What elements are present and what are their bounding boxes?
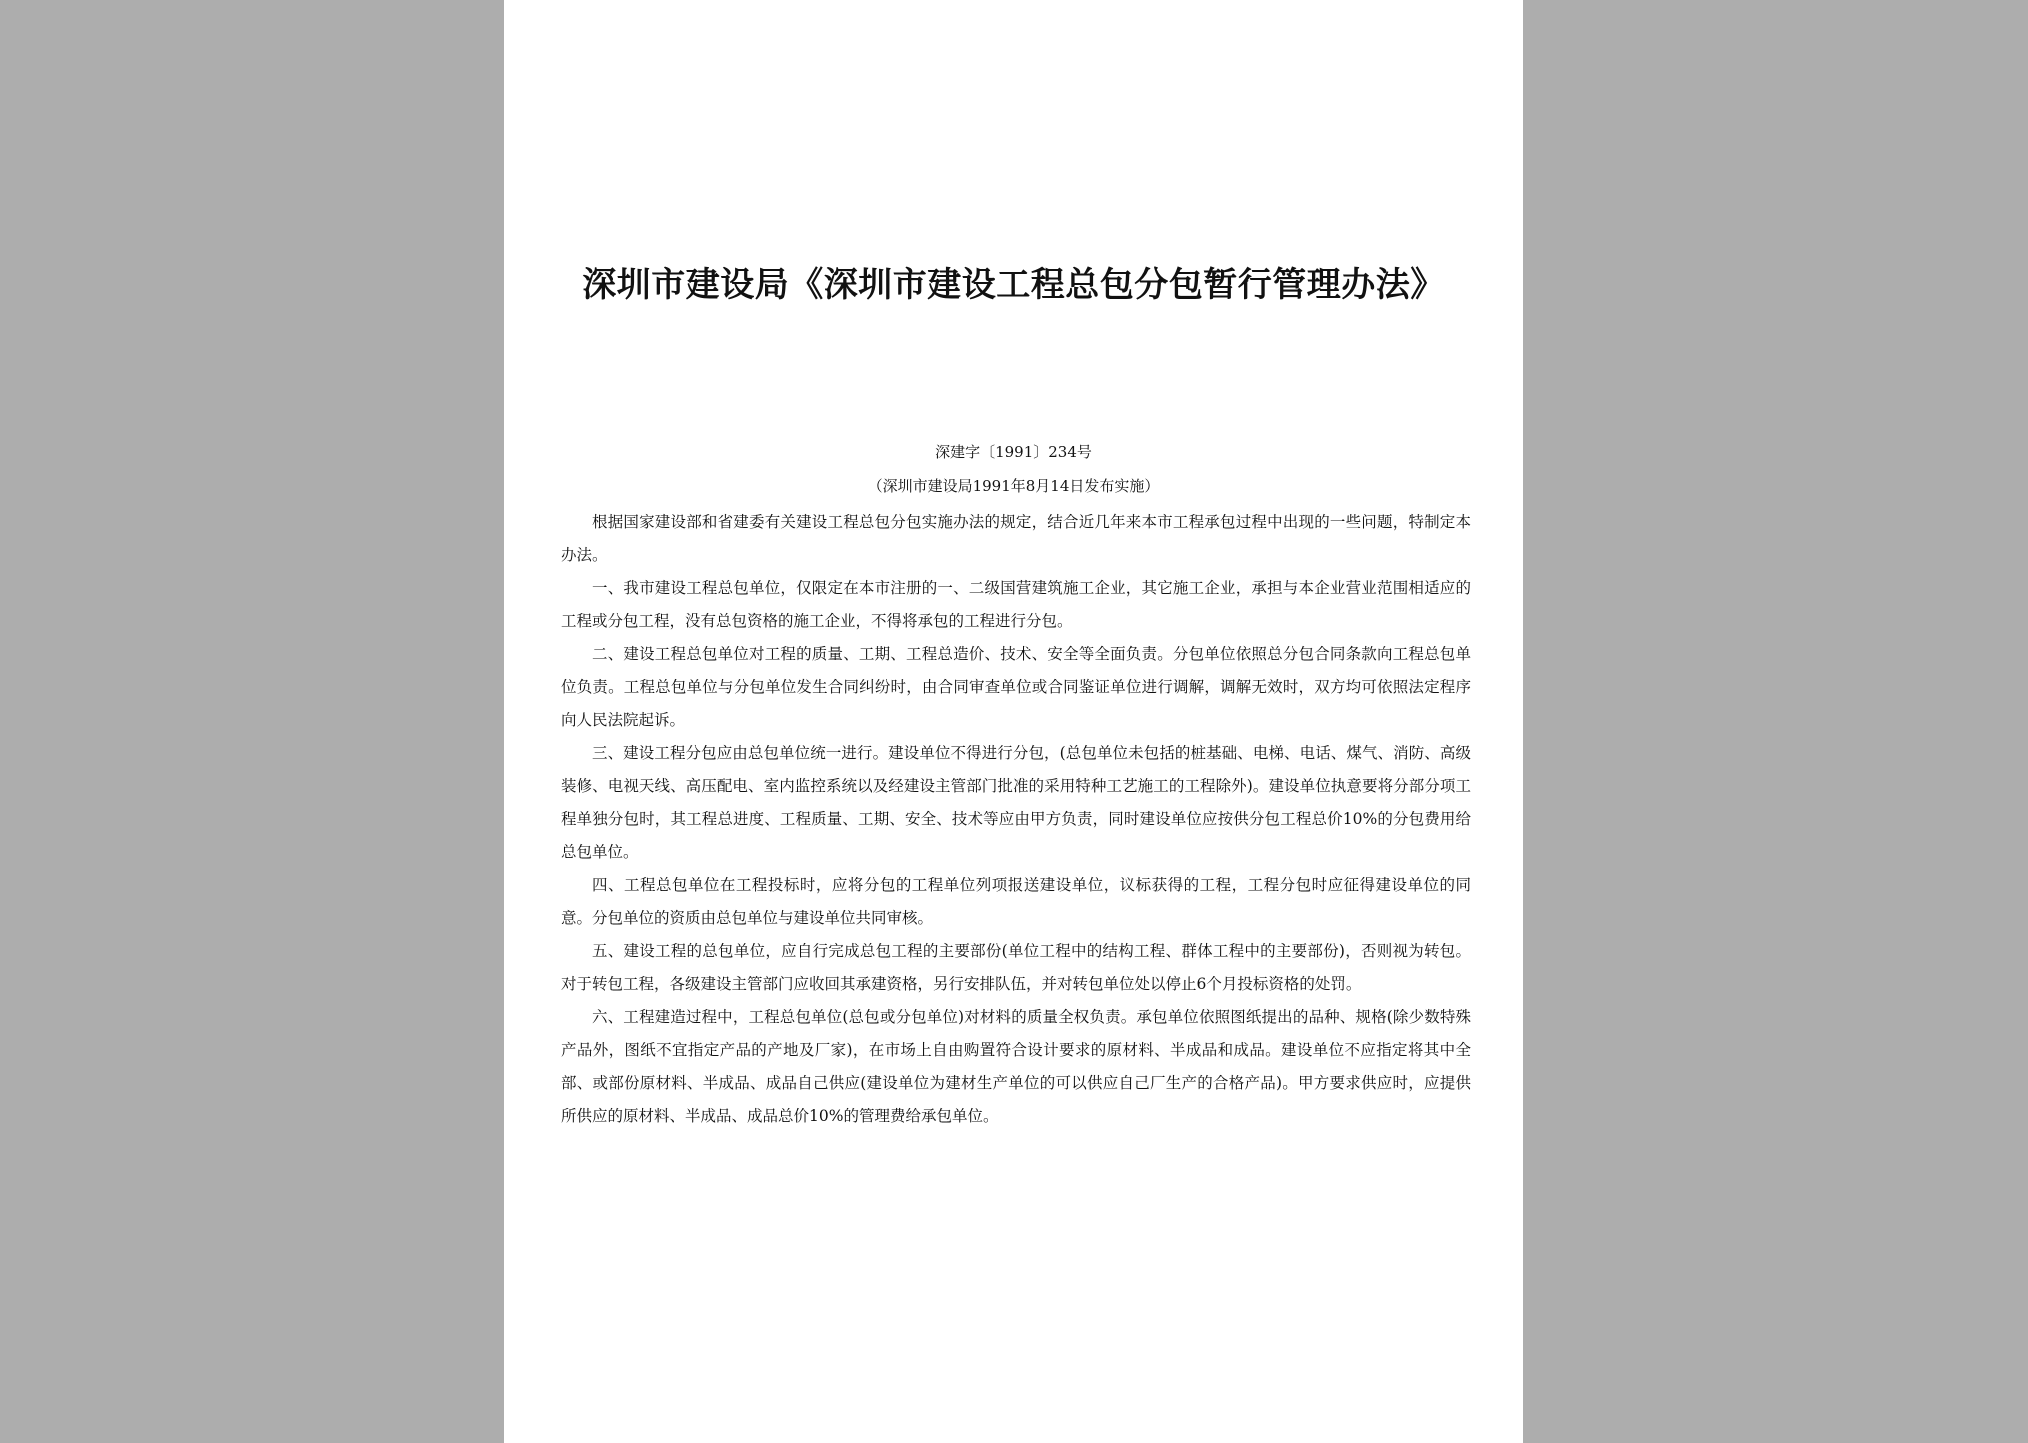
document-title: 深圳市建设局《深圳市建设工程总包分包暂行管理办法》 — [582, 265, 1445, 305]
document-number: 深建字〔1991〕234号 — [935, 443, 1092, 461]
paragraph-article-4: 四、工程总包单位在工程投标时，应将分包的工程单位列项报送建设单位，议标获得的工程，工程分包时应征得建设单位的同意。分包单位的资质由总包单位与建设单位共同审核。 — [561, 876, 1471, 927]
paragraph-preamble: 根据国家建设部和省建委有关建设工程总包分包实施办法的规定，结合近几年来本市工程承包过程中出现的一些问题，特制定本办法。 — [561, 513, 1471, 564]
document-body — [561, 506, 1471, 1133]
paragraph-article-5: 五、建设工程的总包单位，应自行完成总包工程的主要部份(单位工程中的结构工程、群体工程中的主要部份)，否则视为转包。对于转包工程，各级建设主管部门应收回其承建资格，另行安排队伍，并对转包单位处以停止6个月投标资格的处罚。 — [561, 942, 1471, 993]
document-page — [504, 0, 1523, 1443]
paragraph-article-3: 三、建设工程分包应由总包单位统一进行。建设单位不得进行分包，(总包单位未包括的桩基础、电梯、电话、煤气、消防、高级装修、电视天线、高压配电、室内监控系统以及经建设主管部门批准的采用特种工艺施工的工程除外)。建设单位执意要将分部分项工程单独分包时，其工程总进度、工程质量、工期、安全、技术等应由甲方负责，同时建设单位应按供分包工程总价10%的分包费用给总包单位。 — [561, 744, 1471, 861]
paragraph-article-1: 一、我市建设工程总包单位，仅限定在本市注册的一、二级国营建筑施工企业，其它施工企业，承担与本企业营业范围相适应的工程或分包工程，没有总包资格的施工企业，不得将承包的工程进行分包。 — [561, 579, 1471, 630]
paragraph-article-2: 二、建设工程总包单位对工程的质量、工期、工程总造价、技术、安全等全面负责。分包单位依照总分包合同条款向工程总包单位负责。工程总包单位与分包单位发生合同纠纷时，由合同审查单位或合同鉴证单位进行调解，调解无效时，双方均可依照法定程序向人民法院起诉。 — [561, 645, 1471, 729]
issue-note: （深圳市建设局1991年8月14日发布实施） — [867, 477, 1160, 495]
paragraph-article-6: 六、工程建造过程中，工程总包单位(总包或分包单位)对材料的质量全权负责。承包单位依照图纸提出的品种、规格(除少数特殊产品外，图纸不宜指定产品的产地及厂家)，在市场上自由购置符合设计要求的原材料、半成品和成品。建设单位不应指定将其中全部、或部份原材料、半成品、成品自己供应(建设单位为建材生产单位的可以供应自己厂生产的合格产品)。甲方要求供应时，应提供所供应的原材料、半成品、成品总价10%的管理费给承包单位。 — [561, 1008, 1471, 1125]
